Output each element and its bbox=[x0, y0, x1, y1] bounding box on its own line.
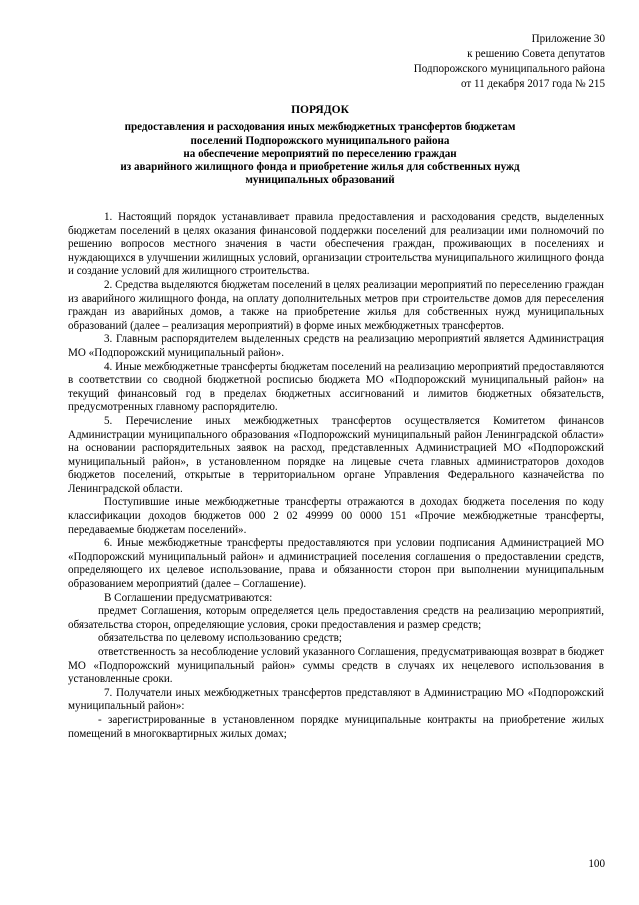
paragraph-5-continued: Поступившие иные межбюджетные трансферты отражаются в доходах бюджета поселения по коду классификации доходов бюджетов 000 2 02 49999 00 0000 151 «Прочие межбюджетные трансферты, передаваемые бюджетам поселений». bbox=[68, 496, 604, 536]
appendix-header bbox=[414, 32, 605, 92]
title-line: поселений Подпорожского муниципального района bbox=[190, 134, 450, 147]
document-body bbox=[68, 211, 604, 741]
title-main: ПОРЯДОК bbox=[291, 104, 349, 116]
appendix-line: от 11 декабря 2017 года № 215 bbox=[460, 78, 605, 90]
appendix-line: Подпорожского муниципального района bbox=[413, 63, 605, 75]
paragraph-4: 4. Иные межбюджетные трансферты бюджетам поселений на реализацию мероприятий предоставляются в соответствии со сводной бюджетной росписью бюджета МО «Подпорожский муниципальный район» на текущий финансовый год в пределах бюджетных ассигнований и лимитов бюджетных обязательств, предусмотренных главному распорядителю. bbox=[68, 360, 604, 414]
paragraph-7-item: - зарегистрированные в установленном порядке муниципальные контракты на приобретение жилых помещений в многоквартирных жилых домах; bbox=[68, 713, 604, 740]
agreement-item-obligations: обязательства по целевому использованию средств; bbox=[98, 632, 342, 645]
agreement-item-subject: предмет Соглашения, которым определяется цель предоставления средств на реализацию мероприятий, обязательства сторон, определяющие условия, сроки предоставления и размер средств; bbox=[68, 605, 604, 631]
title-line: предоставления и расходования иных межбюджетных трансфертов бюджетам bbox=[124, 121, 516, 134]
paragraph-1: 1. Настоящий порядок устанавливает правила предоставления и расходования средств, выделенных бюджетам поселений в целях оказания финансовой поддержки поселений для реализации ими полномочий по решению вопросов местного значения в части обеспечения граждан, проживающих в поселениях и нуждающихся в улучшении жилищных условий, организации строительства муниципального жилищного фонда и создание условий для жилищного строительства. bbox=[68, 211, 604, 278]
appendix-line: к решению Совета депутатов bbox=[467, 48, 605, 60]
title-line: из аварийного жилищного фонда и приобретение жилья для собственных нужд bbox=[120, 161, 520, 174]
agreement-item-responsibility: ответственность за несоблюдение условий указанного Соглашения, предусматривающая возврат в бюджет МО «Подпорожский муниципальный район» суммы средств в случаях их нецелевого использования в установленные сроки. bbox=[68, 646, 604, 686]
paragraph-6: 6. Иные межбюджетные трансферты предоставляются при условии подписания Администрацией МО «Подпорожский муниципальный район» и администрацией поселения соглашения о предоставлении средств, определяющего их целевое использование, права и обязанности сторон при выполнении муниципальным образованием мероприятий (далее – Соглашение). bbox=[68, 537, 604, 591]
page-number: 100 bbox=[588, 858, 605, 870]
agreement-intro: В Соглашении предусматриваются: bbox=[104, 591, 273, 604]
title-line: муниципальных образований bbox=[245, 174, 395, 187]
paragraph-3: 3. Главным распорядителем выделенных средств на реализацию мероприятий является Администрация МО «Подпорожский муниципальный район». bbox=[68, 333, 604, 359]
paragraph-2: 2. Средства выделяются бюджетам поселений в целях реализации мероприятий по переселению граждан из аварийного жилищного фонда, на оплату дополнительных метров при строительстве домов для переселения граждан из аварийных домов, а также на приобретение жилья для собственных нужд муниципальных образований (далее – реализация мероприятий) в форме иных межбюджетных трансфертов. bbox=[68, 278, 604, 332]
paragraph-5: 5. Перечисление иных межбюджетных трансфертов осуществляется Комитетом финансов Администрации муниципального образования «Подпорожский муниципальный район Ленинградской области» на основании распорядительных заявок на расход, представленных Администрацией МО «Подпорожский муниципальный район», в установленном порядке на лицевые счета главных администраторов доходов бюджетов поселений, открытые в территориальном органе Управления Федерального казначейства по Ленинградской области. bbox=[68, 414, 604, 495]
document-title bbox=[60, 104, 580, 188]
paragraph-7: 7. Получатели иных межбюджетных трансфертов представляют в Администрацию МО «Подпорожский муниципальный район»: bbox=[68, 686, 604, 713]
title-line: на обеспечение мероприятий по переселению граждан bbox=[183, 147, 457, 160]
appendix-line: Приложение 30 bbox=[531, 33, 605, 45]
